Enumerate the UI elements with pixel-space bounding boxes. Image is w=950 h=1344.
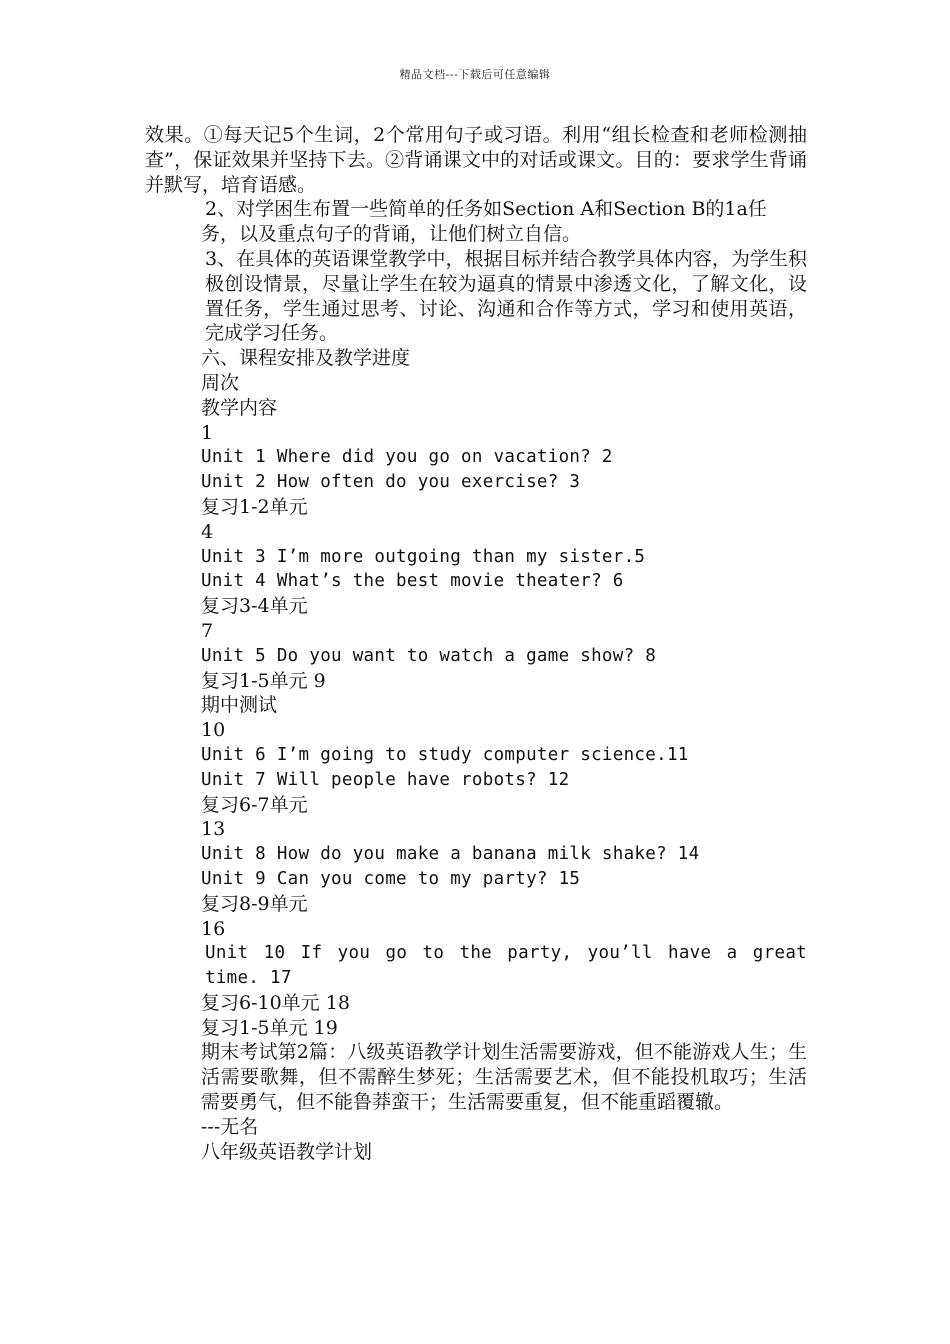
schedule-line: 4 bbox=[201, 520, 214, 543]
schedule-line: 1 bbox=[201, 421, 214, 444]
schedule-line: Unit 7 Will people have robots? 12 bbox=[201, 769, 570, 790]
schedule-line: 复习3-4单元 bbox=[201, 595, 308, 618]
schedule-line: 复习8-9单元 bbox=[201, 892, 308, 915]
paragraph-effect: 效果。①每天记5个生词，2个常用句子或习语。利用“组长检查和老师检测抽查”，保证效果并坚持下去。②背诵课文中的对话或课文。目的：要求学生背诵并默写，培育语感。 bbox=[145, 124, 807, 196]
quote-author: ---无名 bbox=[201, 1115, 259, 1138]
schedule-line: 周次 bbox=[201, 371, 240, 394]
paragraph-final-exam: 期末考试第2篇：八级英语教学计划生活需要游戏，但不能游戏人生；生活需要歌舞，但不需醉生梦死；生活需要艺术，但不能投机取巧；生活需要勇气，但不能鲁莽蛮干；生活需要重复，但不能重蹈覆辙。 bbox=[201, 1041, 807, 1114]
schedule-line: Unit 1 Where did you go on vacation? 2 bbox=[201, 447, 613, 468]
schedule-line: Unit 2 How often do you exercise? 3 bbox=[201, 472, 581, 493]
schedule-line-review: 复习6-10单元 18 bbox=[201, 991, 350, 1014]
schedule-line: 复习1-2单元 bbox=[201, 495, 308, 518]
document-body bbox=[145, 123, 807, 1164]
schedule-line-unit10: Unit 10 If you go to the party, you’ll have a great time. 17 bbox=[205, 943, 807, 989]
page-header: 精品文档---下载后可任意编辑 bbox=[399, 68, 551, 81]
schedule-line: Unit 9 Can you come to my party? 15 bbox=[201, 868, 581, 889]
schedule-line: Unit 5 Do you want to watch a game show? 8 bbox=[201, 645, 657, 666]
schedule-line: Unit 6 I’m going to study computer science.11 bbox=[201, 744, 689, 765]
schedule-line: Unit 8 How do you make a banana milk shake? 14 bbox=[201, 844, 700, 865]
paragraph-struggling-students-cont: 务，以及重点句子的背诵，让他们树立自信。 bbox=[201, 223, 582, 246]
closing-title: 八年级英语教学计划 bbox=[201, 1140, 373, 1163]
schedule-line: 13 bbox=[201, 818, 226, 841]
paragraph-classroom-teaching: 3、在具体的英语课堂教学中，根据目标并结合教学具体内容，为学生积极创设情景，尽量让学生在较为逼真的情景中渗透文化，了解文化，设置任务，学生通过思考、讨论、沟通和合作等方式，学习和使用英语，完成学习任务。 bbox=[205, 247, 807, 345]
schedule-line: 10 bbox=[201, 719, 226, 742]
schedule-line: 教学内容 bbox=[201, 396, 278, 419]
schedule-line: 16 bbox=[201, 917, 226, 940]
schedule-line-review: 复习1-5单元 19 bbox=[201, 1016, 338, 1039]
schedule-line: Unit 3 I’m more outgoing than my sister.5 bbox=[201, 546, 646, 567]
schedule-line: 7 bbox=[201, 619, 214, 642]
paragraph-struggling-students: 2、对学困生布置一些简单的任务如Section A和Section B的1a任 bbox=[205, 198, 767, 221]
schedule-line: 复习6-7单元 bbox=[201, 793, 308, 816]
schedule-line: 复习1-5单元 9 bbox=[201, 669, 326, 692]
section-heading-schedule: 六、课程安排及教学进度 bbox=[201, 347, 411, 370]
schedule-line: 期中测试 bbox=[201, 694, 278, 717]
schedule-line: Unit 4 What’s the best movie theater? 6 bbox=[201, 571, 624, 592]
